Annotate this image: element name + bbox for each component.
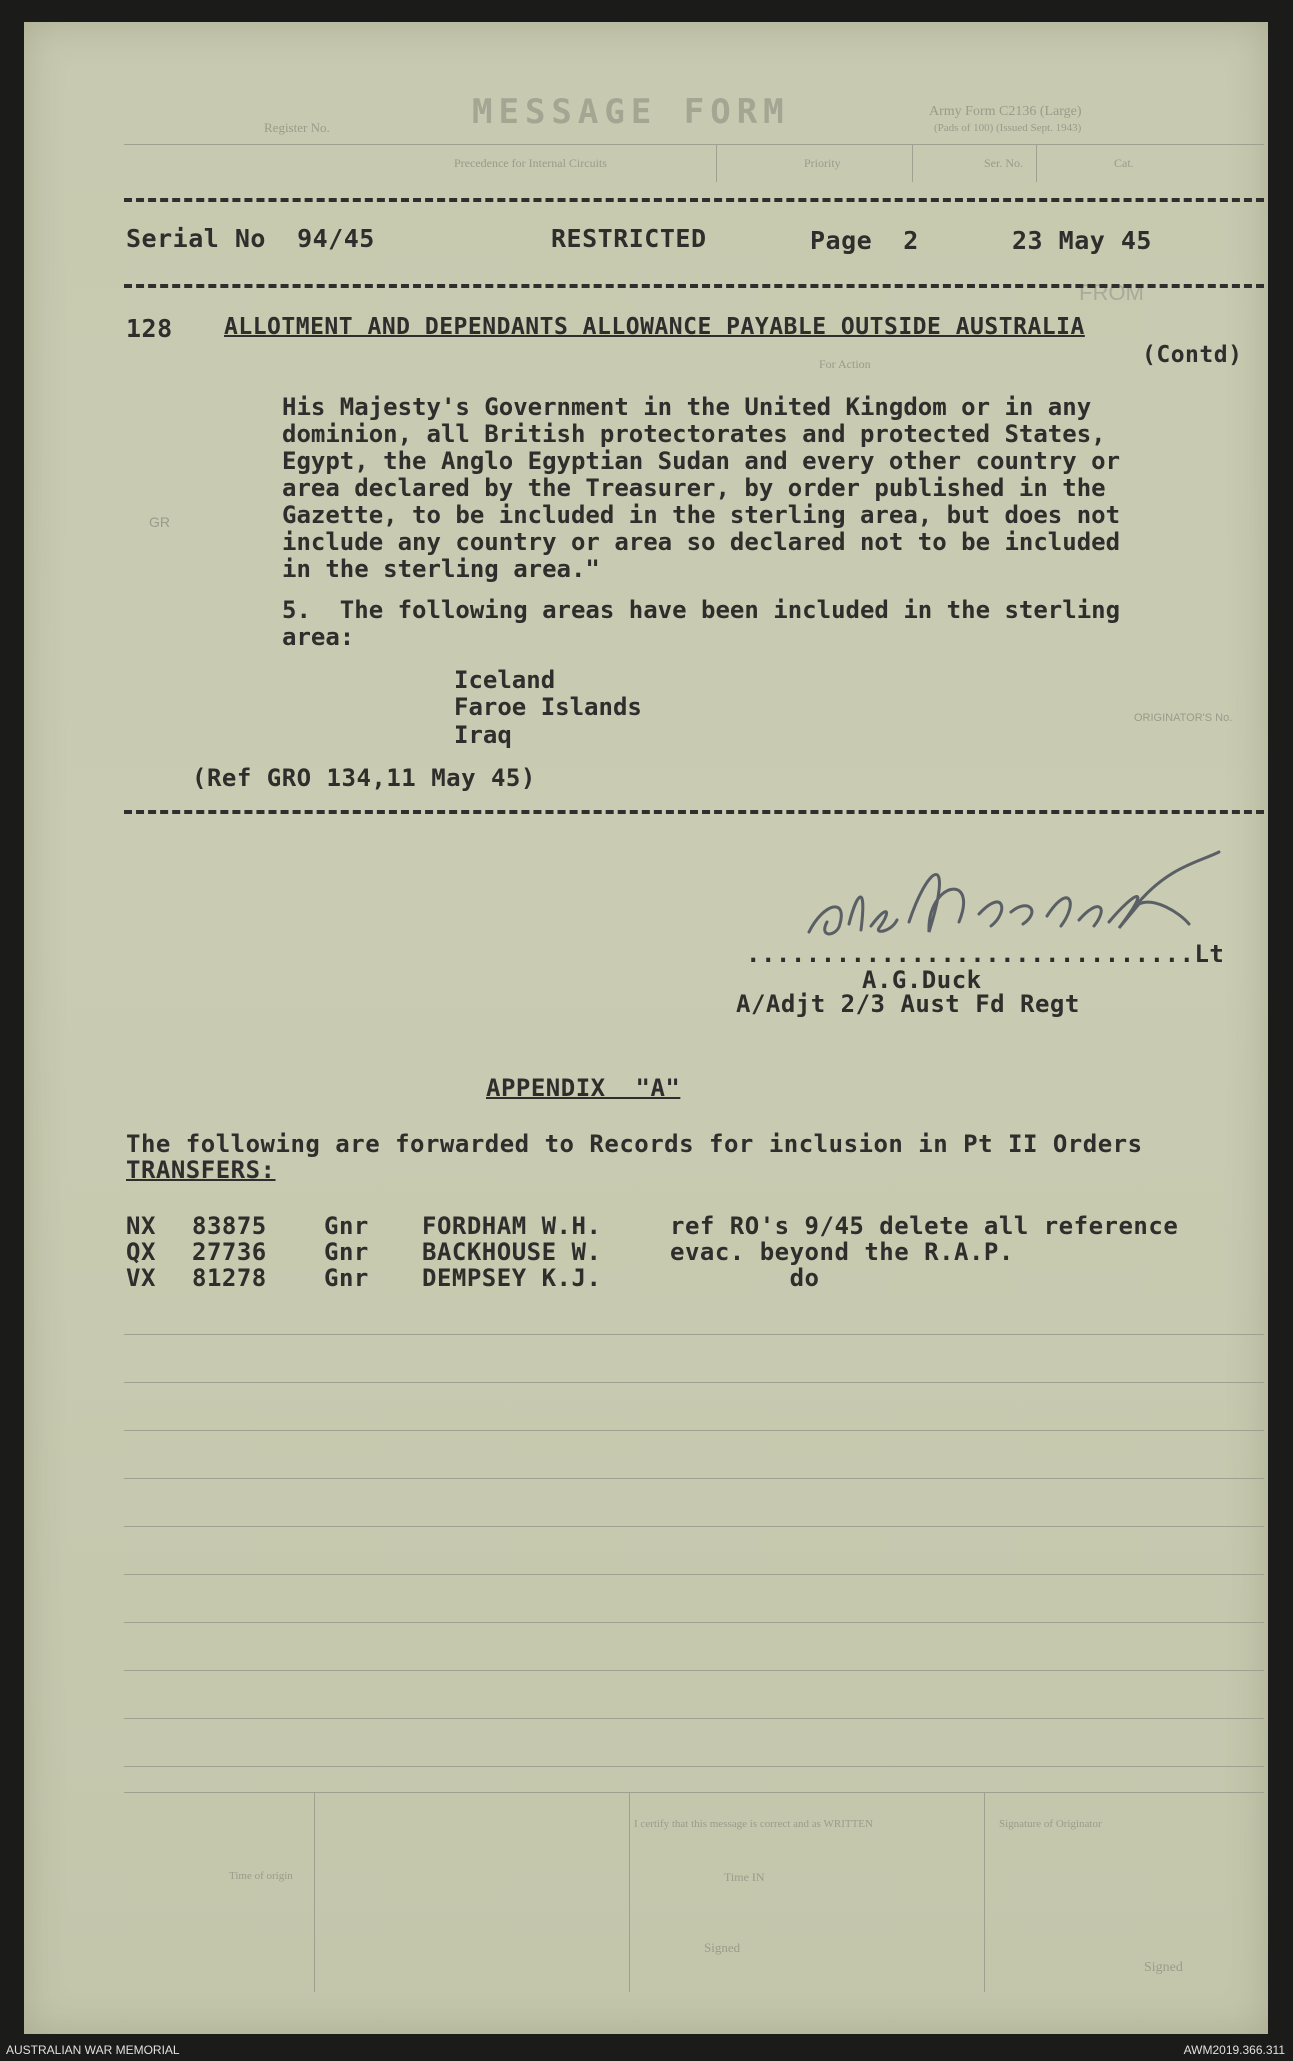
signatory-title: A/Adjt 2/3 Aust Fd Regt [736, 990, 1080, 1018]
item-number: 128 [126, 314, 173, 343]
row-prefix: VX [126, 1264, 156, 1292]
bottom-originator-signature: Signature of Originator [999, 1818, 1102, 1830]
bottom-time-in-label: Time IN [724, 1870, 765, 1884]
footer-left: AUSTRALIAN WAR MEMORIAL [6, 2043, 180, 2057]
army-form-sublabel: (Pads of 100) (Issued Sept. 1943) [934, 122, 1082, 134]
item-heading: ALLOTMENT AND DEPENDANTS ALLOWANCE PAYABLE OUTSIDE AUSTRALIA [224, 314, 1085, 340]
row-prefix: QX [126, 1238, 156, 1266]
header-cell-cat: Cat. [1114, 156, 1134, 170]
row-note: ref RO's 9/45 delete all reference [670, 1212, 1179, 1240]
row-number: 27736 [192, 1238, 267, 1266]
signature-dots-line: ..............................Lt [746, 940, 1225, 968]
signatory-name: A.G.Duck [862, 966, 982, 994]
row-name: BACKHOUSE W. [422, 1238, 602, 1266]
body-line: Gazette, to be included in the sterling area, but does not [282, 501, 1121, 529]
register-no-label: Register No. [264, 120, 330, 135]
para5-line: area: [282, 623, 355, 651]
page-number: Page 2 [810, 226, 919, 255]
margin-originator-label: ORIGINATOR'S No. [1134, 712, 1233, 724]
header-cell-serno: Ser. No. [984, 156, 1023, 170]
area-item: Faroe Islands [454, 693, 642, 721]
row-note: evac. beyond the R.A.P. [670, 1238, 1014, 1266]
bottom-signed-label: Signed [704, 1940, 741, 1955]
header-cell-priority: Priority [804, 156, 841, 170]
row-number: 83875 [192, 1212, 267, 1240]
reference-note: (Ref GRO 134,11 May 45) [192, 764, 536, 792]
row-prefix: NX [126, 1212, 156, 1240]
appendix-heading: APPENDIX "A" [486, 1074, 681, 1102]
margin-for-action-label: For Action [819, 357, 871, 371]
row-note: do [670, 1264, 820, 1292]
body-line: dominion, all British protectorates and protected States, [282, 420, 1106, 448]
row-rank: Gnr [324, 1238, 369, 1266]
army-form-label: Army Form C2136 (Large) [929, 104, 1082, 119]
margin-gr-label: GR [149, 514, 170, 530]
handwritten-signature [779, 842, 1259, 952]
body-line: include any country or area so declared not to be included [282, 528, 1121, 556]
body-line: in the sterling area." [282, 555, 600, 583]
item-contd: (Contd) [1142, 342, 1243, 368]
para5-line: 5. The following areas have been included in the sterling [282, 596, 1121, 624]
row-number: 81278 [192, 1264, 267, 1292]
header-cell-precedence: Precedence for Internal Circuits [454, 156, 607, 170]
classification: RESTRICTED [551, 224, 707, 253]
message-date: 23 May 45 [1012, 226, 1152, 255]
body-line: Egypt, the Anglo Egyptian Sudan and every other country or [282, 447, 1121, 475]
footer-right: AWM2019.366.311 [1183, 2043, 1285, 2057]
row-name: DEMPSEY K.J. [422, 1264, 602, 1292]
bottom-certify-text: I certify that this message is correct and as WRITTEN [634, 1818, 873, 1830]
bottom-time-of-origin: Time of origin [229, 1870, 293, 1882]
body-line: His Majesty's Government in the United Kingdom or in any [282, 393, 1092, 421]
area-item: Iceland [454, 666, 556, 694]
serial-number: Serial No 94/45 [126, 224, 375, 253]
area-item: Iraq [454, 721, 512, 749]
row-name: FORDHAM W.H. [422, 1212, 602, 1240]
appendix-section-label: TRANSFERS: [126, 1156, 276, 1184]
document-page [24, 22, 1268, 2034]
row-rank: Gnr [324, 1264, 369, 1292]
bottom-signed-label-2: Signed [1144, 1960, 1183, 1975]
appendix-intro: The following are forwarded to Records for inclusion in Pt II Orders [126, 1130, 1143, 1158]
row-rank: Gnr [324, 1212, 369, 1240]
body-line: area declared by the Treasurer, by order published in the [282, 474, 1106, 502]
form-title: MESSAGE FORM [472, 92, 790, 132]
margin-from-label: FROM [1079, 280, 1144, 305]
